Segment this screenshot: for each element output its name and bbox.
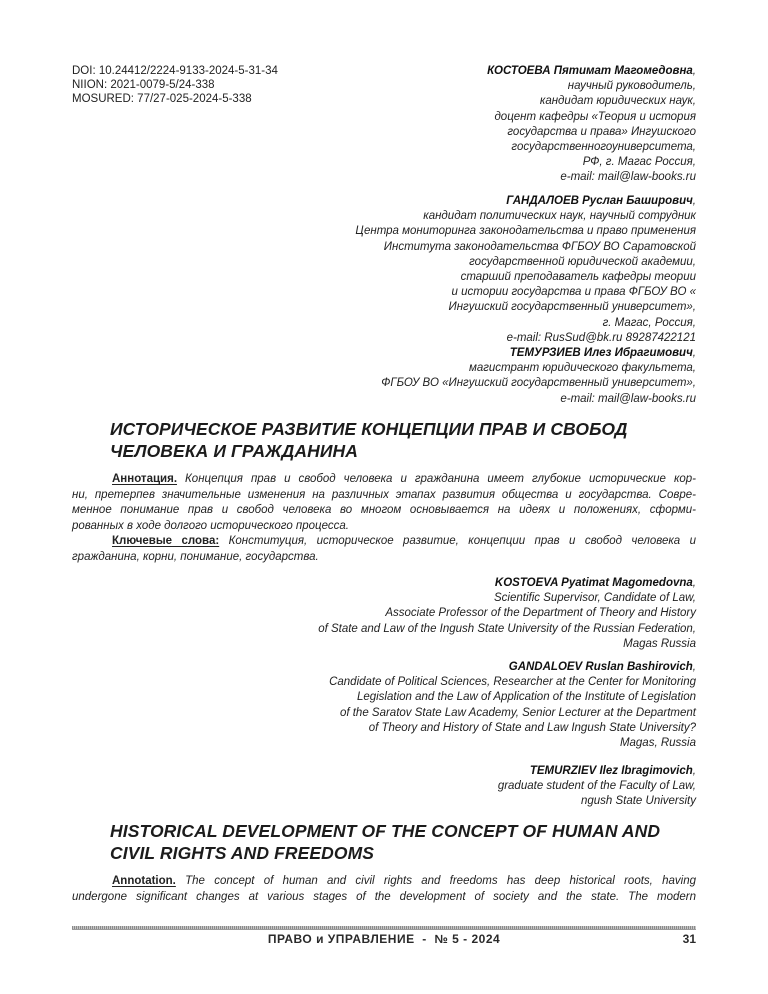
author-name: TEMURZIEV Ilez Ibragimovich bbox=[529, 765, 693, 777]
annotation-text: рованных в ходе долгого исторического процесса. bbox=[72, 519, 349, 532]
author-line: Института законодательства ФГБОУ ВО Саратовской bbox=[383, 240, 696, 253]
article-title-en bbox=[110, 820, 660, 864]
author-name: КОСТОЕВА Пятимат Магомедовна bbox=[487, 65, 693, 77]
author-name: ГАНДАЛОЕВ Руслан Баширович bbox=[506, 195, 693, 207]
author-line: государства и права» Ингушского bbox=[507, 125, 696, 138]
annotation-label: Аннотация. bbox=[112, 473, 178, 485]
footer-divider bbox=[72, 926, 696, 930]
author-line: ngush State University bbox=[580, 795, 696, 808]
annotation-ru bbox=[72, 472, 696, 565]
annotation-text: undergone significant changes at various stages of the development of society and the state. The modern bbox=[72, 890, 696, 903]
author-line: ФГБОУ ВО «Ингушский государственный университет», bbox=[381, 377, 696, 390]
author-line: Associate Professor of the Department of Theory and History bbox=[385, 607, 696, 620]
annotation-text: The concept of human and civil rights and freedoms has deep historical roots, having bbox=[185, 875, 696, 887]
author-name: GANDALOEV Ruslan Bashirovich bbox=[508, 661, 693, 673]
title-line: CIVIL RIGHTS AND FREEDOMS bbox=[110, 843, 375, 863]
keywords-text: гражданина, корни, понимание, государства. bbox=[72, 550, 319, 563]
doi: DOI: 10.24412/2224-9133-2024-5-31-34 bbox=[72, 65, 278, 77]
author-line: Scientific Supervisor, Candidate of Law, bbox=[493, 592, 696, 605]
author-line: Candidate of Political Sciences, Researcher at the Center for Monitoring bbox=[329, 676, 696, 689]
author-name: KOSTOEVA Pyatimat Magomedovna bbox=[494, 577, 693, 589]
annotation-label: Annotation. bbox=[112, 875, 176, 887]
journal-footer: ПРАВО и УПРАВЛЕНИЕ - № 5 - 2024 bbox=[267, 932, 501, 946]
author-line: Magas, Russia bbox=[619, 737, 696, 750]
author-email: e-mail: mail@law-books.ru bbox=[560, 171, 696, 184]
author-line: доцент кафедры «Теория и история bbox=[494, 110, 696, 123]
author-line: of State and Law of the Ingush State University of the Russian Federation, bbox=[318, 622, 696, 635]
article-identifiers bbox=[72, 64, 278, 106]
author-line: старший преподаватель кафедры теории bbox=[460, 271, 696, 284]
author-name: ТЕМУРЗИЕВ Илез Ибрагимович bbox=[509, 347, 693, 359]
title-line: HISTORICAL DEVELOPMENT OF THE CONCEPT OF HUMAN AND bbox=[110, 821, 661, 841]
author-ru-2: ГАНДАЛОЕВ Руслан Баширович, кандидат политических наук, научный сотрудник Центра мониторинга законодательства и право применения Института законодательства ФГБОУ ВО Саратовской государственной юридической академии, старший преподаватель кафедры теории и истории государства и права ФГБОУ ВО « Ингушский государственный университет», г. Магас, Россия, e-mail: RusSud@bk.ru 89287422121 bbox=[355, 194, 696, 346]
author-line: государственногоуниверситета, bbox=[511, 141, 696, 154]
keywords-label: Ключевые слова: bbox=[112, 535, 220, 547]
author-en-3: TEMURZIEV Ilez Ibragimovich, graduate student of the Faculty of Law, ngush State University bbox=[498, 764, 696, 810]
annotation-text: ни, претерпев значительные изменения на различных этапах развития общества и государства. Совре- bbox=[72, 488, 696, 501]
article-title-ru bbox=[110, 418, 628, 462]
mosured-id: MOSURED: 77/27-025-2024-5-338 bbox=[72, 93, 252, 105]
author-en-1: KOSTOEVA Pyatimat Magomedovna, Scientific Supervisor, Candidate of Law, Associate Professor of the Department of Theory and History of State and Law of the Ingush State University of the Russian Federation, Magas Russia bbox=[318, 576, 696, 652]
author-line: Центра мониторинга законодательства и право применения bbox=[355, 225, 696, 238]
keywords-text: Конституция, историческое развитие, концепции прав и свобод человека и bbox=[228, 535, 697, 547]
author-line: РФ, г. Магас Россия, bbox=[582, 156, 696, 169]
author-line: Ингушский государственный университет», bbox=[448, 301, 696, 314]
author-line: магистрант юридического факультета, bbox=[468, 362, 696, 375]
author-ru-3: ТЕМУРЗИЕВ Илез Ибрагимович, магистрант юридического факультета, ФГБОУ ВО «Ингушский государственный университет», e-mail: mail@law-books.ru bbox=[381, 346, 696, 407]
author-line: кандидат юридических наук, bbox=[539, 95, 696, 108]
annotation-en bbox=[72, 874, 696, 905]
author-line: graduate student of the Faculty of Law, bbox=[497, 780, 696, 793]
page-number: 31 bbox=[682, 932, 696, 946]
author-line: государственной юридической академии, bbox=[469, 255, 696, 268]
author-line: кандидат политических наук, научный сотрудник bbox=[423, 210, 696, 223]
author-line: Magas Russia bbox=[623, 637, 696, 650]
author-line: и истории государства и права ФГБОУ ВО « bbox=[451, 286, 696, 299]
title-line: ИСТОРИЧЕСКОЕ РАЗВИТИЕ КОНЦЕПЦИИ ПРАВ И СВОБОД bbox=[110, 419, 628, 439]
author-en-2: GANDALOEV Ruslan Bashirovich, Candidate of Political Sciences, Researcher at the Center for Monitoring Legislation and the Law of Application of the Institute of Legislation of the Saratov State Law Academy, Senior Lecturer at the Department of Theory and History of State and Law Ingush State University? Magas, Russia bbox=[329, 660, 696, 751]
annotation-text: Концепция прав и свобод человека и гражданина имеет глубокие исторические кор- bbox=[185, 473, 696, 485]
niion-id: NIION: 2021-0079-5/24-338 bbox=[72, 79, 215, 91]
author-line: Legislation and the Law of Application of the Institute of Legislation bbox=[356, 691, 696, 704]
author-ru-1: КОСТОЕВА Пятимат Магомедовна, научный руководитель, кандидат юридических наук, доцент кафедры «Теория и история государства и права» Ингушского государственногоуниверситета, РФ, г. Магас Россия, e-mail: mail@law-books.ru bbox=[487, 64, 696, 186]
author-line: of Theory and History of State and Law Ingush State University? bbox=[368, 721, 696, 734]
author-line: научный руководитель, bbox=[567, 80, 696, 93]
annotation-text: менное понимание прав и свобод человека во многом основывается на идеях и положениях, сформи- bbox=[72, 504, 696, 516]
title-line: ЧЕЛОВЕКА И ГРАЖДАНИНА bbox=[110, 441, 358, 461]
author-line: of the Saratov State Law Academy, Senior Lecturer at the Department bbox=[339, 706, 696, 719]
author-email: e-mail: RusSud@bk.ru 89287422121 bbox=[506, 331, 696, 344]
author-line: г. Магас, Россия, bbox=[602, 316, 696, 329]
author-email: e-mail: mail@law-books.ru bbox=[560, 392, 696, 405]
